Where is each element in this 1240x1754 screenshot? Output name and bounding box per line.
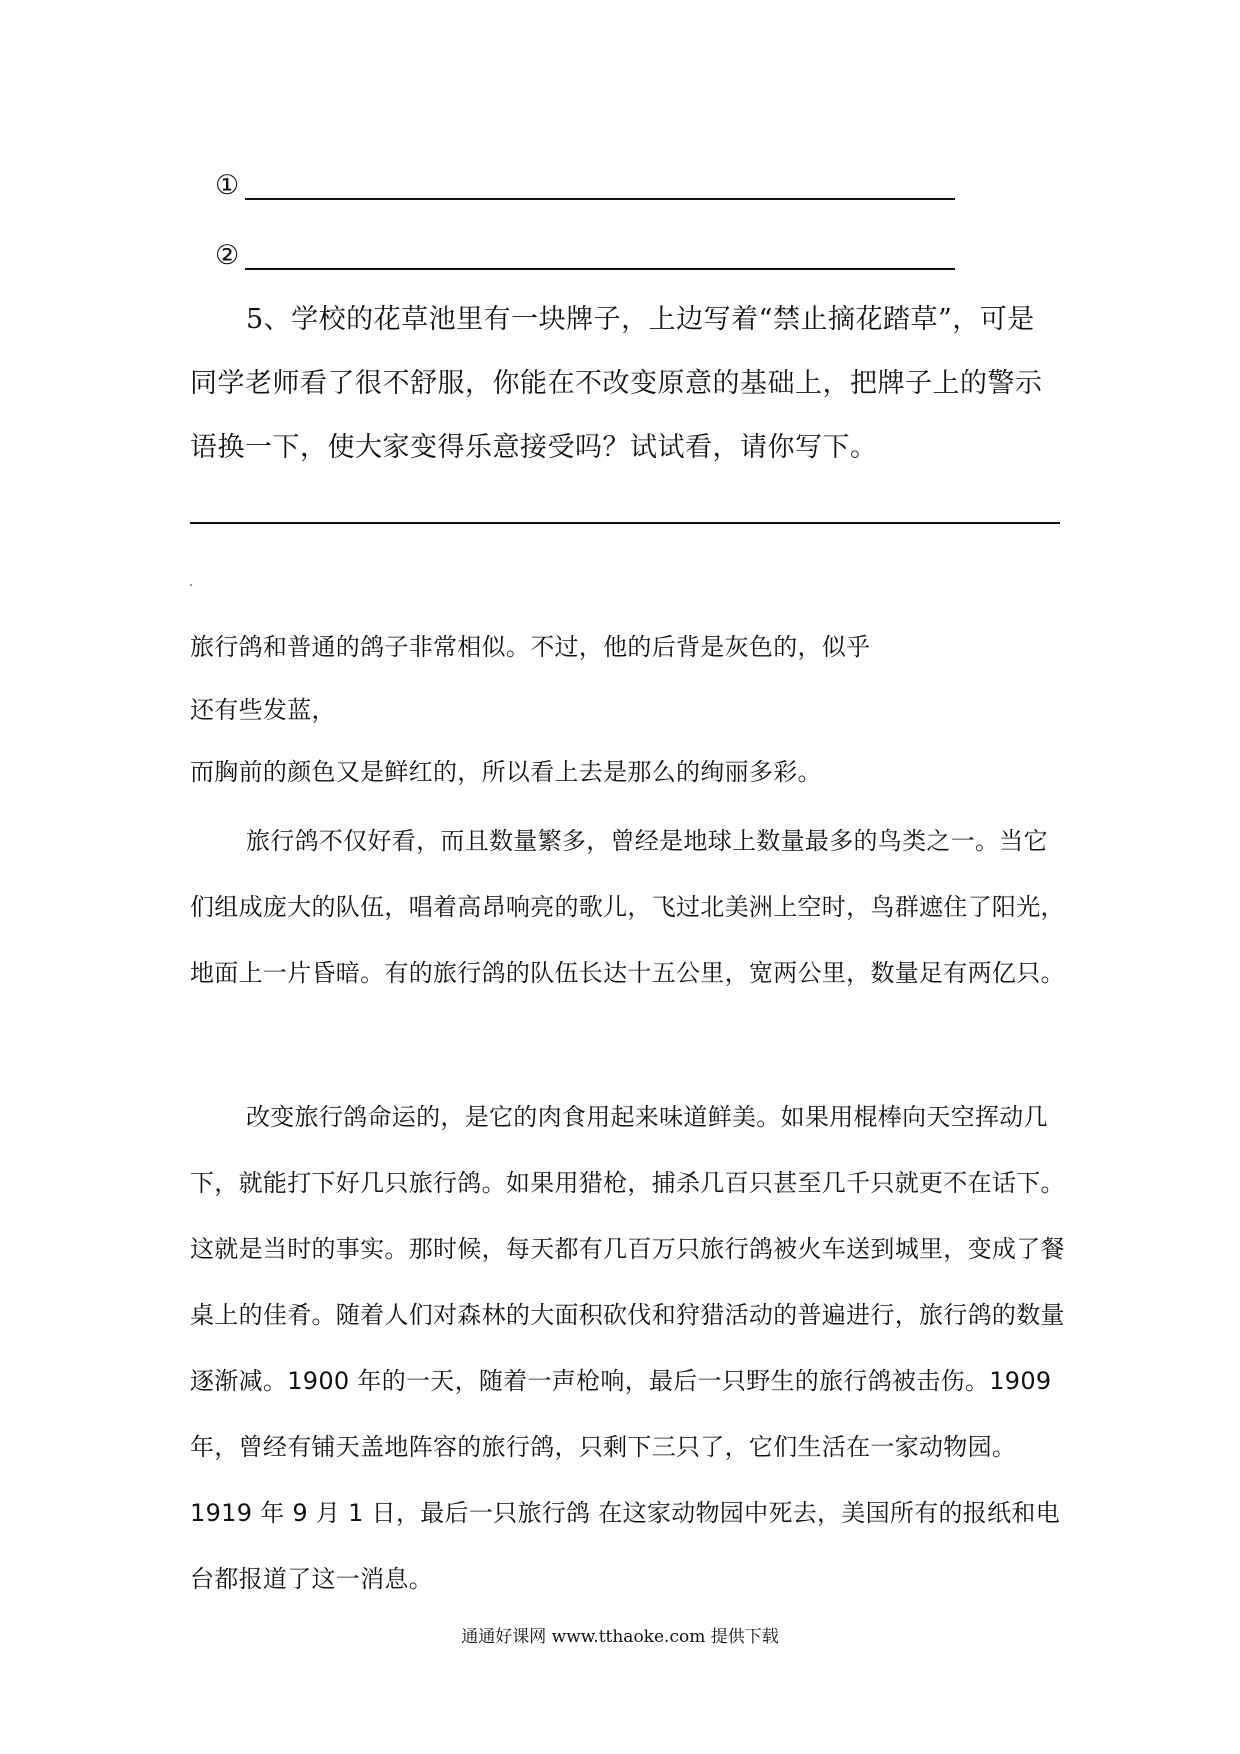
- passage-paragraph-2: 旅行鸽不仅好看，而且数量繁多，曾经是地球上数量最多的鸟类之一。当它们组成庞大的队伍，唱着高昂响亮的歌儿，飞过北美洲上空时，鸟群遮住了阳光，地面上一片昏暗。有的旅行鸽的队伍长达十五公里，宽两公里，数量足有两亿只。: [190, 827, 1065, 987]
- passage-line-3: 而胸前的颜色又是鲜红的，所以看上去是那么的绚丽多彩。: [190, 758, 822, 786]
- answer-marker-1: ①: [215, 170, 240, 201]
- question-5: 5、学校的花草池里有一块牌子，上边写着“禁止摘花踏草”，可是同学老师看了很不舒服，你能在不改变原意的基础上，把牌子上的警示语换一下，使大家变得乐意接受吗？试试看，请你写下。: [190, 304, 1043, 463]
- passage-paragraph-3: 改变旅行鸽命运的，是它的肉食用起来味道鲜美。如果用棍棒向天空挥动几下，就能打下好几只旅行鸽。如果用猎枪，捕杀几百只甚至几千只就更不在话下。这就是当时的事实。那时候，每天都有几百万只旅行鸽被火车送到城里，变成了餐桌上的佳肴。随着人们对森林的大面积砍伐和狩猎活动的普遍进行，旅行鸽的数量逐渐减。1900 年的一天，随着一声枪响，最后一只野生的旅行鸽被击伤。1909 年，曾经有铺天盖地阵容的旅行鸽，只剩下三只了，它们生活在一家动物园。1919 年 9 月 1 日，最后一只旅行鸽 在这家动物园中死去，美国所有的报纸和电台都报道了这一消息。: [190, 1103, 1065, 1593]
- question-5-answer-line[interactable]: [190, 522, 1060, 524]
- answer-underline-1: [245, 198, 955, 200]
- passage-line-2: 还有些发蓝，: [190, 696, 336, 724]
- passage-line-1: 旅行鸽和普通的鸽子非常相似。不过，他的后背是灰色的，似乎: [190, 633, 871, 661]
- footer-credit: 通通好课网 www.tthaoke.com 提供下载: [461, 1627, 779, 1647]
- answer-line-2[interactable]: [215, 236, 955, 276]
- answer-marker-2: ②: [215, 240, 240, 271]
- answer-line-1[interactable]: [215, 166, 955, 206]
- answer-underline-2: [245, 268, 955, 270]
- scan-speck: [190, 584, 192, 586]
